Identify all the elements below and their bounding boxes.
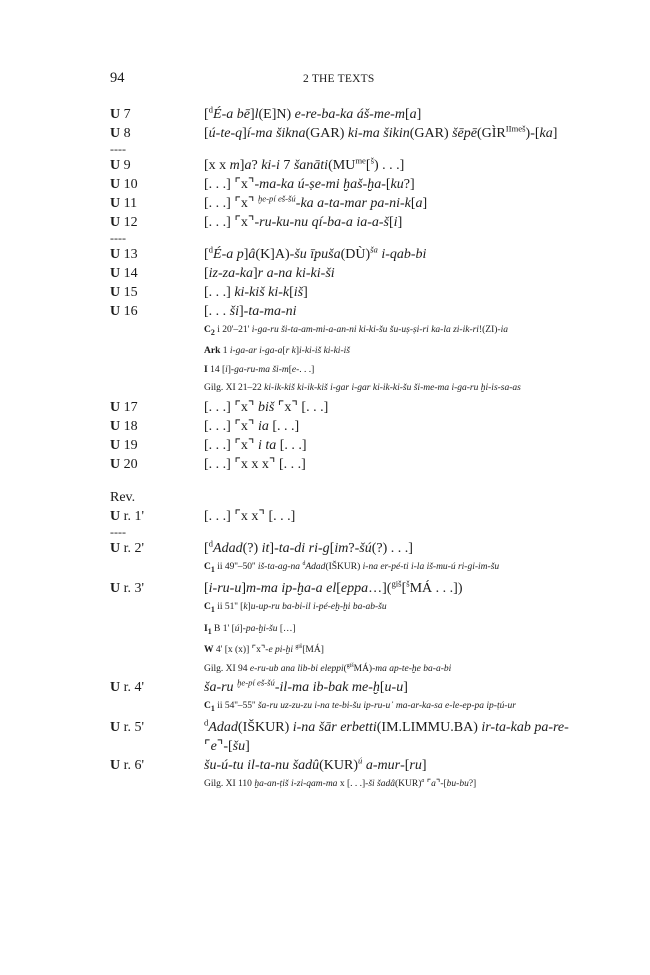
- siglum: U: [110, 399, 121, 415]
- note-spacer: [110, 660, 204, 679]
- note-spacer: [110, 697, 204, 718]
- parallel-text: Gilg. XI 94 e-ru-ub ana lib-bi eleppi($^{giš}$MÁ)-ma ap-te-ḫe ba-a-bi: [204, 662, 452, 674]
- separator-dashes: ----: [110, 231, 126, 245]
- transliteration: [. . .] ⌜x⌝-ru-ku-nu qí-ba-a ia-a-š[i]: [204, 215, 403, 230]
- parallel-note: [0, 361, 650, 380]
- parallel-note: [0, 321, 650, 342]
- line-number: 19: [120, 437, 138, 453]
- transliteration: [. . . ši]-ta-ma-ni: [204, 304, 297, 319]
- line-number: 13: [120, 247, 138, 262]
- line-label: [110, 194, 204, 213]
- siglum: U: [110, 456, 121, 472]
- text-line: [0, 175, 650, 194]
- text-line: [0, 579, 650, 598]
- siglum: U: [110, 247, 121, 262]
- parallel-note: [0, 620, 650, 641]
- line-number: r. 2': [120, 540, 145, 556]
- section-separator: [0, 143, 650, 156]
- siglum: U: [110, 680, 121, 696]
- line-label: [110, 283, 204, 302]
- line-number: 9: [120, 158, 131, 173]
- heading-label: Rev.: [110, 489, 136, 505]
- line-number: 11: [120, 196, 138, 211]
- text-line: [0, 436, 650, 455]
- parallel-note: [0, 660, 650, 679]
- transliteration: [. . .] ⌜x⌝ i ta [. . .]: [204, 437, 307, 453]
- parallel-text: Gilg. XI 110 ḫa-an-ṭiš i-zi-qam-ma x [. . .]-ši šadâ(KUR)$^a$ ⌜a⌝-[bu-bu?]: [204, 778, 477, 790]
- line-label: [110, 678, 204, 697]
- transliteration: [$^d$É-a bē]l(E]N) e-re-ba-ka áš-me-m[a]: [204, 104, 422, 122]
- siglum: U: [110, 158, 121, 173]
- line-number: r. 1': [120, 508, 145, 524]
- parallel-text: $C_1$ ii 54''–55'' ša-ru uz-zu-zu i-na te-bi-šu ip-ru-u᾽ ma-ar-ka-sa e-le-ep-pa ip-ṭú-ur: [204, 701, 516, 713]
- line-label: [110, 455, 204, 474]
- line-label: [110, 264, 204, 283]
- text-line: [0, 213, 650, 232]
- parallel-text: $C_1$ ii 51'' [k]u-up-ru ba-bi-il i-pé-eḫ-ḫi ba-ab-šu: [204, 602, 387, 615]
- parallel-text: Ark 1 i-ga-ar i-ga-a[r k]i-ki-iš ki-ki-iš: [204, 346, 350, 357]
- line-label: [110, 436, 204, 455]
- section-gap: [0, 474, 650, 488]
- parallel-note: [0, 775, 650, 794]
- running-head: 2 THE TEXTS: [303, 73, 375, 85]
- transliteration: [. . .] ⌜x x⌝ [. . .]: [204, 508, 296, 524]
- page-number: 94: [110, 70, 125, 86]
- siglum: U: [110, 107, 121, 122]
- siglum: U: [110, 196, 121, 211]
- text-line: [0, 417, 650, 436]
- parallel-note: [0, 697, 650, 718]
- transliteration: [. . .] ⌜x⌝ ia [. . .]: [204, 418, 300, 434]
- line-number: 17: [120, 399, 138, 415]
- transliteration: [ú-te-q]í-ma šikna(GAR) ki-ma šikin(GAR) $šēpē(GÌR^{IImeš})-[ka]$: [204, 123, 558, 141]
- transliteration: [. . .] ⌜x⌝-ma-ka ú-ṣe-mi ḫaš-ḫa-[ku?]: [204, 177, 415, 192]
- parallel-text: $I_1$ B 1' [ú]-pa-ḫi-šu […]: [204, 623, 296, 636]
- parallel-note: [0, 342, 650, 361]
- line-number: 8: [120, 126, 131, 141]
- siglum: U: [110, 304, 121, 319]
- text-line: [0, 678, 650, 697]
- text-line: [0, 302, 650, 321]
- note-spacer: [110, 558, 204, 579]
- parallel-note: [0, 379, 650, 398]
- line-number: 12: [120, 215, 138, 230]
- line-number: 20: [120, 456, 138, 472]
- transliteration: [. . .] ⌜x x x⌝ [. . .]: [204, 456, 306, 472]
- transliteration: [$^d$Adad(?) it]-ta-di ri-g[im?-šú(?) . . .]: [204, 538, 413, 556]
- line-label: [110, 156, 204, 175]
- transliteration: šu-ú-tu il-ta-nu šadû(KUR)$^ú$ a-mur-[ru]: [204, 755, 427, 774]
- siglum: U: [110, 285, 121, 300]
- parallel-text: $C_2$ i 20'–21' i-ga-ru ši-ta-am-mi-a-an-ni ki-ki-šu šu-uṣ-ṣi-ri ka-la zi-ik-ri!(ZI)-ia: [204, 325, 508, 337]
- parallel-text: $C_1$ ii 49''–50'' iš-ta-ag-na $^d$Adad(IŠKUR) i-na er-pé-ti i-la iš-mu-ú ri-gi-im-šu: [204, 560, 500, 574]
- transliteration: [iz-za-ka]r a-na ki-ki-ši: [204, 266, 335, 281]
- line-label: [110, 245, 204, 264]
- siglum: U: [110, 581, 121, 597]
- parallel-text: I 14 [i]-ga-ru-ma ši-m[e-. . .]: [204, 364, 315, 375]
- siglum: U: [110, 126, 121, 141]
- transliteration: ša-ru $^{ḫe-pí eš-šú}$-il-ma ib-bak me-ḫ[u-u]: [204, 677, 408, 696]
- line-number: 15: [120, 285, 138, 300]
- text-line: [0, 283, 650, 302]
- parallel-note: [0, 598, 650, 619]
- text-line: [0, 124, 650, 143]
- transliteration: $^d$Adad(IŠKUR) i-na šār erbetti(IM.LIMMU.BA) ir-ta-kab pa-re-⌜e⌝-[šu]: [204, 717, 569, 755]
- text-line: [0, 264, 650, 283]
- text-line: [0, 194, 650, 213]
- line-label: [110, 213, 204, 232]
- transliteration: [. . .] ⌜x⌝ $^{ḫe-pí eš-šú}$-ka a-ta-mar pa-ni-k[a]: [204, 193, 428, 211]
- text-line: [0, 105, 650, 124]
- siglum: U: [110, 177, 121, 192]
- line-label: [110, 417, 204, 436]
- siglum: U: [110, 720, 121, 736]
- note-spacer: [110, 361, 204, 380]
- line-number: r. 6': [120, 758, 145, 774]
- separator-dashes: ----: [110, 524, 126, 539]
- line-number: r. 5': [120, 720, 145, 736]
- line-number: r. 4': [120, 680, 145, 696]
- line-number: 16: [120, 304, 138, 319]
- note-spacer: [110, 598, 204, 619]
- line-label: [110, 398, 204, 417]
- text-line: [0, 245, 650, 264]
- line-label: [110, 507, 204, 526]
- section-separator: [0, 526, 650, 539]
- line-number: 7: [120, 107, 131, 122]
- text-line: [0, 539, 650, 558]
- line-label: [110, 539, 204, 558]
- line-number: 18: [120, 418, 138, 434]
- transliteration: [$^d$É-a p]â(K]A)-šu īpuša(DÙ)$^{ša}$ i-qab-bi: [204, 244, 427, 262]
- line-label: [110, 579, 204, 598]
- parallel-text: W 4' [x (x)] ⌜x⌝-e pi-ḫi $^{giš}$[MÁ]: [204, 643, 324, 656]
- text-line: [0, 507, 650, 526]
- text-line: [0, 156, 650, 175]
- siglum: U: [110, 508, 121, 524]
- text-line: [0, 756, 650, 775]
- separator-dashes: ----: [110, 142, 126, 156]
- line-label: [110, 302, 204, 321]
- reverse-heading: [0, 488, 650, 507]
- note-spacer: [110, 321, 204, 342]
- siglum: U: [110, 266, 121, 281]
- note-spacer: [110, 342, 204, 361]
- transliteration: [x x m]a? ki-i 7 $šanāti(MU^{me}[^š)$ . . .]: [204, 155, 405, 173]
- note-spacer: [110, 775, 204, 794]
- text-line: [0, 398, 650, 417]
- note-spacer: [110, 620, 204, 641]
- transliteration: [i-ru-u]m-ma ip-ḫa-a el[eppa…]($^{giš}$[$^š$MÁ . . .]): [204, 578, 463, 597]
- line-label: [110, 105, 204, 124]
- parallel-note: [0, 558, 650, 579]
- parallel-text: Gilg. XI 21–22 ki-ik-kiš ki-ik-kiš i-gar i-gar ki-ik-ki-šu ši-me-ma i-ga-ru ḫi-is-sa-as: [204, 383, 521, 394]
- siglum: U: [110, 418, 121, 434]
- transliteration: [. . .] ⌜x⌝ biš ⌜x⌝ [. . .]: [204, 399, 329, 415]
- parallel-note: [0, 641, 650, 660]
- siglum: U: [110, 758, 121, 774]
- line-label: [110, 124, 204, 143]
- line-number: 14: [120, 266, 138, 281]
- line-label: [110, 756, 204, 775]
- transliteration: [. . .] ki-kiš ki-k[iš]: [204, 285, 308, 300]
- text-line: [0, 718, 650, 756]
- line-label: [110, 718, 204, 756]
- line-number: 10: [120, 177, 138, 192]
- siglum: U: [110, 540, 121, 556]
- siglum: U: [110, 437, 121, 453]
- transliteration-lines: [0, 105, 650, 794]
- text-line: [0, 455, 650, 474]
- siglum: U: [110, 215, 121, 230]
- section-separator: [0, 232, 650, 245]
- note-spacer: [110, 641, 204, 660]
- line-number: r. 3': [120, 581, 145, 597]
- note-spacer: [110, 379, 204, 398]
- line-label: [110, 175, 204, 194]
